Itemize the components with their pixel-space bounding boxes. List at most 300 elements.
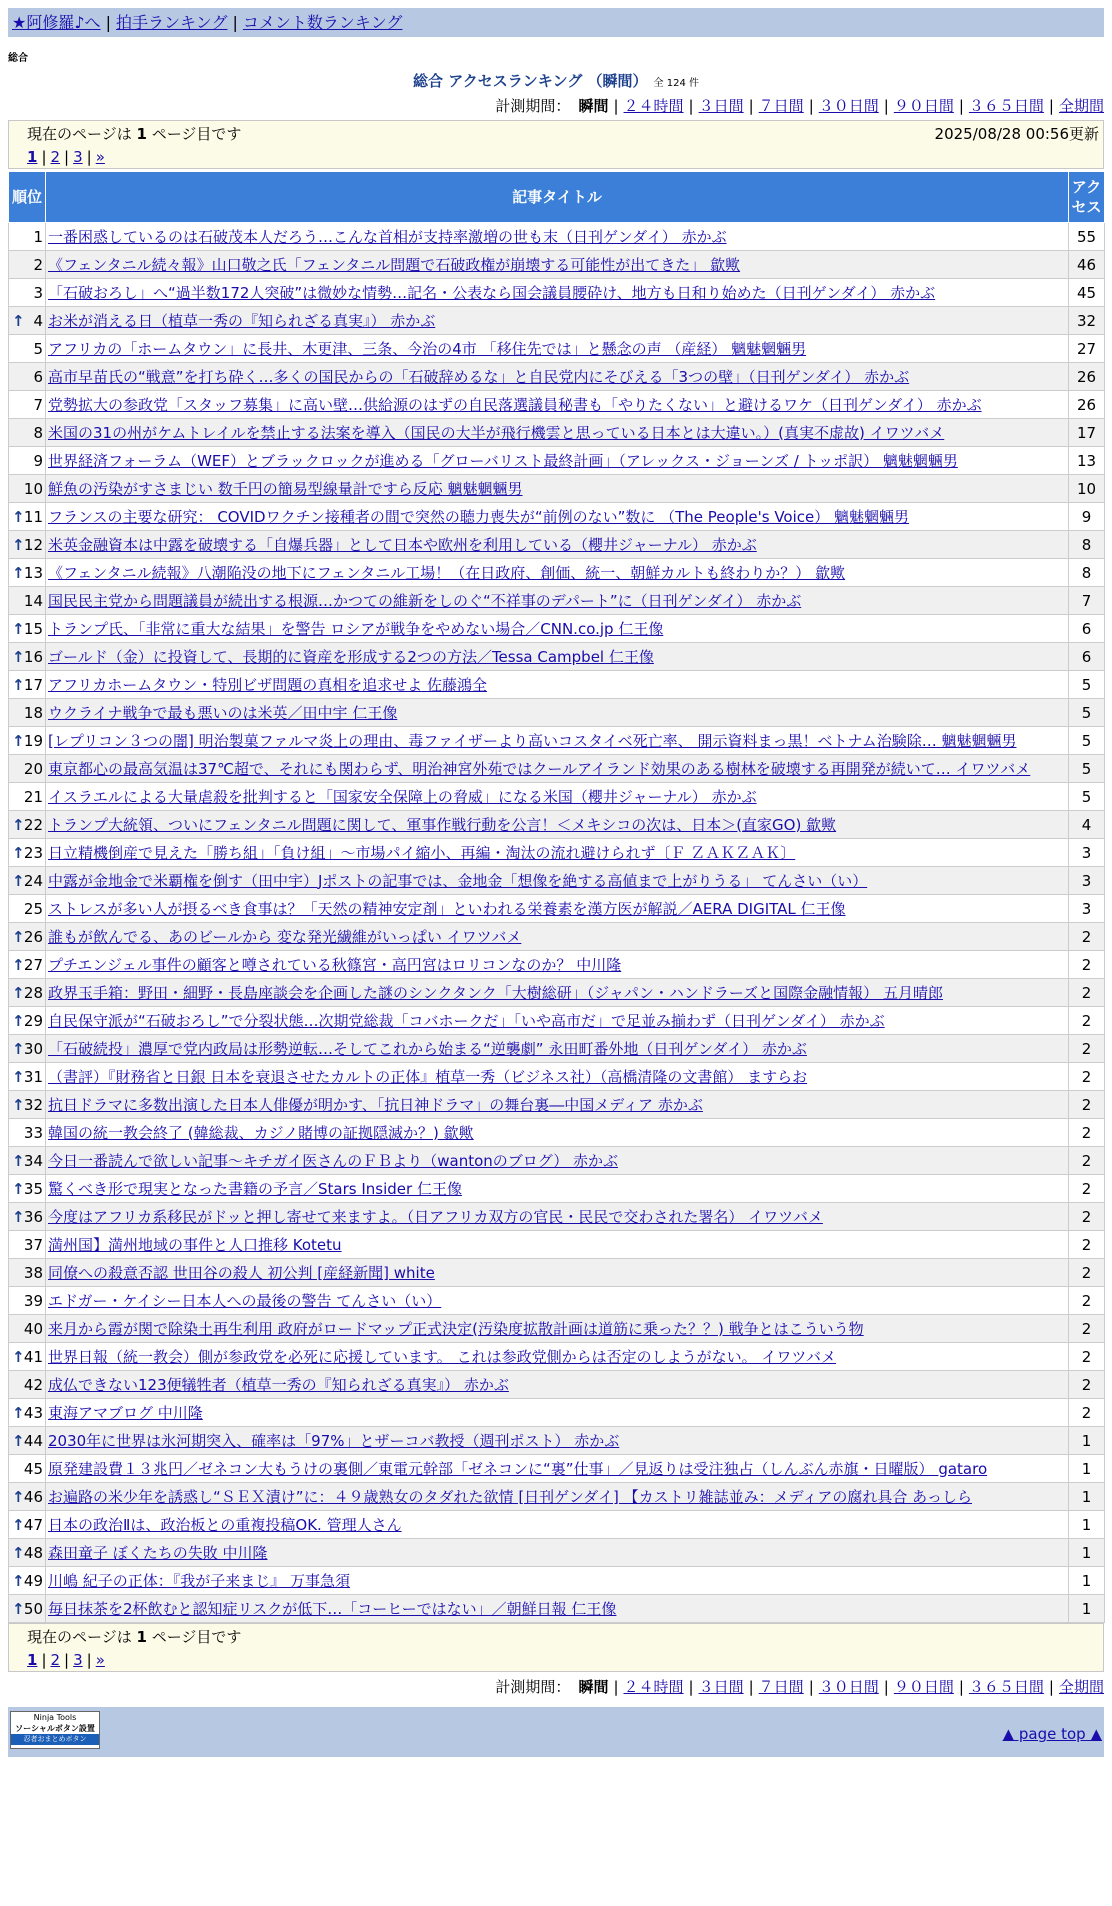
- period-link-4[interactable]: ９０日間: [893, 1678, 954, 1696]
- arrow-up-icon: ↑: [12, 843, 25, 862]
- article-title-link[interactable]: 東海アマブログ 中川隆: [48, 1403, 203, 1422]
- page-link-1[interactable]: 1: [27, 148, 38, 166]
- rank-cell: [9, 1371, 46, 1399]
- access-count: 9: [1069, 503, 1105, 531]
- arrow-up-icon: ↑: [12, 1571, 25, 1590]
- page-top-link[interactable]: ▲ page top ▲: [1002, 1725, 1102, 1743]
- rank-number: 30: [23, 1039, 43, 1058]
- article-title-link[interactable]: 韓国の統一教会終了 (韓総裁、カジノ賭博の証拠隠滅か？) 歙歟: [48, 1123, 474, 1142]
- table-row: [9, 923, 1105, 951]
- access-count: 2: [1069, 951, 1105, 979]
- pager-text-suffix: ページ目です: [151, 125, 242, 143]
- period-separator: |: [688, 1678, 694, 1696]
- table-row: [9, 895, 1105, 923]
- access-count: 2: [1069, 1147, 1105, 1175]
- ninja-line3: 忍者おまとめボタン: [11, 1734, 99, 1745]
- access-count: 2: [1069, 1007, 1105, 1035]
- article-title-link[interactable]: 原発建設費１３兆円／ゼネコン大もうけの裏側／東電元幹部「ゼネコンに“裏”仕事」／見返りは受注独占（しんぶん赤旗・日曜版） gataro: [48, 1459, 988, 1478]
- access-count: 2: [1069, 1175, 1105, 1203]
- period-link-5[interactable]: ３６５日間: [968, 97, 1044, 115]
- rank-number: 24: [23, 871, 43, 890]
- page-link-3[interactable]: 3: [73, 1651, 83, 1669]
- article-title-link[interactable]: 高市早苗氏の“戦意”を打ち砕く…多くの国民からの「石破辞めるな」と自民党内にそびえる「3つの壁」（日刊ゲンダイ） 赤かぶ: [48, 367, 910, 386]
- rank-cell: [9, 1175, 46, 1203]
- pager-text-suffix: ページ目です: [151, 1628, 242, 1646]
- table-row: [9, 251, 1105, 279]
- top-navigation: [8, 8, 1104, 37]
- access-count: 4: [1069, 811, 1105, 839]
- article-title-link[interactable]: 川嶋 紀子の正体：『我が子来まじ』 万事急須: [48, 1571, 351, 1590]
- access-count: 45: [1069, 279, 1105, 307]
- article-title-link[interactable]: 日立精機倒産で見えた「勝ち組」「負け組」～市場パイ縮小、再編・淘汰の流れ避けられず〔Ｆ ＺＡＫＺＡＫ〕: [48, 843, 796, 862]
- rank-cell: [9, 475, 46, 503]
- access-count: 6: [1069, 615, 1105, 643]
- article-title-link[interactable]: お遍路の米少年を誘惑し“ＳＥＸ漬け”に：４９歳熟女のタダれた欲情 [日刊ゲンダイ] 【カストリ雑誌並み：メディアの腐れ具合 あっしら: [48, 1487, 973, 1506]
- rank-cell: [9, 363, 46, 391]
- rank-number: 44: [23, 1431, 43, 1450]
- article-title-link[interactable]: 《フェンタニル続々報》山口敬之氏「フェンタニル問題で石破政権が崩壊する可能性が出てきた」 歙歟: [48, 255, 741, 274]
- rank-number: 11: [23, 507, 43, 526]
- title-cell: [46, 559, 1069, 587]
- rank-cell: [9, 1259, 46, 1287]
- pager-top: [8, 120, 1104, 169]
- title-cell: [46, 1315, 1069, 1343]
- access-count: 2: [1069, 1035, 1105, 1063]
- rank-cell: [9, 419, 46, 447]
- article-title-link[interactable]: 米英金融資本は中露を破壊する「自爆兵器」として日本や欧州を利用している（櫻井ジャーナル） 赤かぶ: [48, 535, 757, 554]
- access-count: 2: [1069, 923, 1105, 951]
- ranking-count: 全 124 件: [653, 78, 699, 89]
- rank-number: 22: [23, 815, 43, 834]
- rank-number: 35: [23, 1179, 43, 1198]
- title-cell: [46, 1567, 1069, 1595]
- table-row: [9, 1567, 1105, 1595]
- rank-number: 6: [33, 367, 43, 386]
- rank-number: 15: [23, 619, 43, 638]
- article-title-link[interactable]: イスラエルによる大量虐殺を批判すると「国家安全保障上の脅威」になる米国（櫻井ジャーナル） 赤かぶ: [48, 787, 757, 806]
- table-row: [9, 755, 1105, 783]
- access-count: 5: [1069, 727, 1105, 755]
- rank-number: 32: [23, 1095, 43, 1114]
- period-link-2[interactable]: ７日間: [758, 1678, 804, 1696]
- table-row: [9, 531, 1105, 559]
- rank-number: 40: [23, 1319, 43, 1338]
- rank-number: 18: [23, 703, 43, 722]
- period-separator: |: [808, 1678, 814, 1696]
- page-links-bottom: [27, 1651, 1103, 1669]
- rank-cell: [9, 1567, 46, 1595]
- rank-cell: [9, 1483, 46, 1511]
- table-row: [9, 979, 1105, 1007]
- rank-number: 9: [33, 451, 43, 470]
- title-cell: [46, 223, 1069, 251]
- table-row: [9, 783, 1105, 811]
- rank-number: 16: [23, 647, 43, 666]
- nav-separator: |: [105, 13, 111, 32]
- access-count: 3: [1069, 895, 1105, 923]
- title-cell: [46, 951, 1069, 979]
- title-cell: [46, 615, 1069, 643]
- arrow-up-icon: ↑: [12, 507, 25, 526]
- article-title-link[interactable]: トランプ大統領、ついにフェンタニル問題に関して、軍事作戦行動を公言！＜メキシコの次は、日本＞(直家GO) 歙歟: [48, 815, 837, 834]
- article-title-link[interactable]: 世界経済フォーラム（WEF）とブラックロックが進める「グローバリスト最終計画」（アレックス・ジョーンズ / トッポ訳） 魑魅魍魎男: [48, 451, 958, 470]
- pager-current-page: 1: [136, 125, 147, 143]
- rank-cell: [9, 335, 46, 363]
- rank-cell: [9, 671, 46, 699]
- arrow-up-icon: ↑: [12, 675, 25, 694]
- table-row: [9, 1007, 1105, 1035]
- table-row: [9, 279, 1105, 307]
- article-title-link[interactable]: ウクライナ戦争で最も悪いのは米英／田中宇 仁王像: [48, 703, 398, 722]
- rank-number: 8: [33, 423, 43, 442]
- table-row: [9, 1343, 1105, 1371]
- title-cell: [46, 335, 1069, 363]
- rank-cell: [9, 699, 46, 727]
- access-count: 7: [1069, 587, 1105, 615]
- page-link-2[interactable]: 2: [50, 148, 61, 166]
- article-title-link[interactable]: 「石破おろし」へ“過半数172人突破”は微妙な情勢…記名・公表なら国会議員腰砕け、地方も日和り始めた（日刊ゲンダイ） 赤かぶ: [48, 283, 936, 302]
- period-separator: |: [958, 1678, 964, 1696]
- title-cell: [46, 1343, 1069, 1371]
- arrow-up-icon: ↑: [12, 1403, 25, 1422]
- table-row: [9, 503, 1105, 531]
- pager-bottom: [8, 1623, 1104, 1672]
- arrow-up-icon: ↑: [12, 955, 25, 974]
- period-link-1[interactable]: ３日間: [698, 97, 744, 115]
- arrow-up-icon: ↑: [12, 1095, 25, 1114]
- arrow-up-icon: ↑: [12, 311, 25, 330]
- ranking-title: 総合 アクセスランキング （瞬間）: [413, 72, 648, 90]
- access-count: 2: [1069, 1343, 1105, 1371]
- article-title-link[interactable]: 《フェンタニル続報》八潮陥没の地下にフェンタニル工場！（在日政府、創価、統一、朝鮮カルトも終わりか？） 歙歟: [48, 563, 846, 582]
- page-link-3[interactable]: 3: [73, 148, 83, 166]
- title-cell: [46, 895, 1069, 923]
- period-link-1[interactable]: ３日間: [698, 1678, 744, 1696]
- rank-cell: [9, 1343, 46, 1371]
- table-row: [9, 671, 1105, 699]
- period-link-5[interactable]: ３６５日間: [968, 1678, 1044, 1696]
- rank-number: 4: [33, 311, 43, 330]
- article-title-link[interactable]: 「石破続投」濃厚で党内政局は形勢逆転…そしてこれから始まる“逆襲劇” 永田町番外地（日刊ゲンダイ） 赤かぶ: [48, 1039, 807, 1058]
- article-title-link[interactable]: 政界玉手箱：野田・細野・長島座談会を企画した謎のシンクタンク「大樹総研」（ジャパン・ハンドラーズと国際金融情報） 五月晴郎: [48, 983, 943, 1002]
- table-row: [9, 335, 1105, 363]
- ninja-tools-badge[interactable]: [10, 1711, 100, 1749]
- rank-cell: [9, 1091, 46, 1119]
- access-count: 46: [1069, 251, 1105, 279]
- table-row: [9, 811, 1105, 839]
- rank-cell: [9, 727, 46, 755]
- access-count: 17: [1069, 419, 1105, 447]
- article-title-link[interactable]: 森田童子 ぼくたちの失敗 中川隆: [48, 1543, 268, 1562]
- rank-number: 19: [23, 731, 43, 750]
- period-separator: |: [883, 97, 889, 115]
- title-cell: [46, 587, 1069, 615]
- rank-cell: [9, 811, 46, 839]
- period-link-3[interactable]: ３０日間: [818, 97, 879, 115]
- article-title-link[interactable]: 抗日ドラマに多数出演した日本人俳優が明かす、「抗日神ドラマ」の舞台裏―中国メディア 赤かぶ: [48, 1095, 703, 1114]
- access-count: 1: [1069, 1455, 1105, 1483]
- table-row: [9, 419, 1105, 447]
- access-count: 2: [1069, 979, 1105, 1007]
- rank-cell: [9, 447, 46, 475]
- nav-link-clap-ranking[interactable]: 拍手ランキング: [115, 13, 228, 32]
- table-row: [9, 1399, 1105, 1427]
- table-row: [9, 1539, 1105, 1567]
- table-row: [9, 727, 1105, 755]
- access-count: 5: [1069, 699, 1105, 727]
- title-cell: [46, 391, 1069, 419]
- pager-current-page: 1: [136, 1628, 147, 1646]
- nav-link-comment-ranking[interactable]: コメント数ランキング: [242, 13, 403, 32]
- article-title-link[interactable]: 日本の政治Ⅱは、政治板との重複投稿OK. 管理人さん: [48, 1515, 402, 1534]
- article-title-link[interactable]: 米国の31の州がケムトレイルを禁止する法案を導入（国民の大半が飛行機雲と思っている日本とは大違い。）(真実不虚故) イワツバメ: [48, 423, 945, 442]
- article-title-link[interactable]: 東京都心の最高気温は37℃超で、それにも関わらず、明治神宮外苑ではクールアイランド効果のある樹林を破壊する再開発が続いて… イワツバメ: [48, 759, 1031, 778]
- arrow-up-icon: ↑: [12, 1515, 25, 1534]
- title-cell: [46, 251, 1069, 279]
- arrow-up-icon: ↑: [12, 1431, 25, 1450]
- article-title-link[interactable]: お米が消える日（植草一秀の『知られざる真実』） 赤かぶ: [48, 311, 436, 330]
- rank-number: 50: [23, 1599, 43, 1618]
- ranking-table-body: [9, 223, 1105, 1623]
- table-row: [9, 475, 1105, 503]
- period-link-3[interactable]: ３０日間: [818, 1678, 879, 1696]
- rank-number: 46: [23, 1487, 43, 1506]
- article-title-link[interactable]: 成仏できない123便犠牲者（植草一秀の『知られざる真実』） 赤かぶ: [48, 1375, 509, 1394]
- article-title-link[interactable]: 来月から霞が関で除染土再生利用 政府がロードマップ正式決定(汚染度拡散計画は道筋に乗った？？) 戦争とはこういう物: [48, 1319, 864, 1338]
- access-count: 27: [1069, 335, 1105, 363]
- arrow-up-icon: ↑: [12, 1067, 25, 1086]
- access-count: 26: [1069, 391, 1105, 419]
- article-title-link[interactable]: 驚くべき形で現実となった書籍の予言／Stars Insider 仁王像: [48, 1179, 462, 1198]
- article-title-link[interactable]: 毎日抹茶を2杯飲むと認知症リスクが低下…「コーヒーではない」／朝鮮日報 仁王像: [48, 1599, 617, 1618]
- article-title-link[interactable]: [レプリコン３つの闇] 明治製菓ファルマ炎上の理由、毒ファイザーより高いコスタイベ死亡率、 開示資料まっ黒！ベトナム治験除… 魑魅魍魎男: [48, 731, 1017, 750]
- table-row: [9, 1259, 1105, 1287]
- table-row: [9, 951, 1105, 979]
- article-title-link[interactable]: 自民保守派が“石破おろし”で分裂状態…次期党総裁「コバホークだ」「いや高市だ」で足並み揃わず（日刊ゲンダイ） 赤かぶ: [48, 1011, 885, 1030]
- arrow-up-icon: ↑: [12, 647, 25, 666]
- access-count: 5: [1069, 671, 1105, 699]
- rank-number: 43: [23, 1403, 43, 1422]
- period-link-0[interactable]: ２４時間: [623, 1678, 684, 1696]
- rank-cell: [9, 1035, 46, 1063]
- title-cell: [46, 1175, 1069, 1203]
- access-count: 2: [1069, 1203, 1105, 1231]
- ninja-line1: Ninja Tools: [33, 1713, 77, 1722]
- rank-cell: [9, 279, 46, 307]
- section-label: 総合: [8, 53, 28, 64]
- rank-cell: [9, 559, 46, 587]
- rank-number: 10: [23, 479, 43, 498]
- page-separator: |: [64, 1651, 70, 1669]
- access-count: 13: [1069, 447, 1105, 475]
- page-next-link[interactable]: »: [95, 1651, 105, 1669]
- table-row: [9, 1455, 1105, 1483]
- updated-timestamp: 2025/08/28 00:56更新: [934, 125, 1099, 143]
- period-link-4[interactable]: ９０日間: [893, 97, 954, 115]
- arrow-up-icon: ↑: [12, 1347, 25, 1366]
- title-cell: [46, 531, 1069, 559]
- table-row: [9, 363, 1105, 391]
- page-next-link[interactable]: »: [95, 148, 105, 166]
- period-link-6[interactable]: 全期間: [1058, 1678, 1104, 1696]
- arrow-up-icon: ↑: [12, 1011, 25, 1030]
- rank-number: 13: [23, 563, 43, 582]
- title-cell: [46, 979, 1069, 1007]
- table-row: [9, 1175, 1105, 1203]
- article-title-link[interactable]: フランスの主要な研究： COVIDワクチン接種者の間で突然の聴力喪失が“前例のない”数に （The People's Voice） 魑魅魍魎男: [48, 507, 910, 526]
- arrow-up-icon: ↑: [12, 731, 25, 750]
- article-title-link[interactable]: 鮮魚の汚染がすさまじい 数千円の簡易型線量計ですら反応 魑魅魍魎男: [48, 479, 523, 498]
- access-count: 2: [1069, 1371, 1105, 1399]
- arrow-up-icon: ↑: [12, 619, 25, 638]
- table-row: [9, 447, 1105, 475]
- arrow-up-icon: ↑: [12, 1599, 25, 1618]
- table-row: [9, 1147, 1105, 1175]
- title-cell: [46, 811, 1069, 839]
- arrow-up-icon: ↑: [12, 1179, 25, 1198]
- period-separator: |: [748, 1678, 754, 1696]
- article-title-link[interactable]: アフリカホームタウン・特別ビザ問題の真相を追求せよ 佐藤鴻全: [48, 675, 488, 694]
- arrow-up-icon: ↑: [12, 1151, 25, 1170]
- rank-number: 20: [23, 759, 43, 778]
- access-count: 8: [1069, 531, 1105, 559]
- title-cell: [46, 475, 1069, 503]
- title-cell: [46, 307, 1069, 335]
- table-row: [9, 587, 1105, 615]
- table-row: [9, 867, 1105, 895]
- header-access: アクセス: [1069, 172, 1105, 223]
- rank-number: 28: [23, 983, 43, 1002]
- period-current: 瞬間: [578, 1678, 609, 1696]
- article-title-link[interactable]: 誰もが飲んでる、あのビールから 変な発光繊維がいっぱい イワツバメ: [48, 927, 522, 946]
- article-title-link[interactable]: プチエンジェル事件の顧客と噂されている秋篠宮・高円宮はロリコンなのか？ 中川隆: [48, 955, 622, 974]
- article-title-link[interactable]: 今日一番読んで欲しい記事～キチガイ医さんのＦＢより（wantonのブログ） 赤かぶ: [48, 1151, 619, 1170]
- article-title-link[interactable]: 党勢拡大の参政党「スタッフ募集」に高い壁…供給源のはずの自民落選議員秘書も「やりたくない」と避けるワケ（日刊ゲンダイ） 赤かぶ: [48, 395, 982, 414]
- period-separator: |: [808, 97, 814, 115]
- article-title-link[interactable]: 世界日報（統一教会）側が参政党を必死に応援しています。 これは参政党側からは否定のしようがない。 イワツバメ: [48, 1347, 837, 1366]
- header-title: 記事タイトル: [46, 172, 1069, 223]
- article-title-link[interactable]: 同僚への殺意否認 世田谷の殺人 初公判 [産経新聞] white: [48, 1263, 435, 1282]
- title-cell: [46, 1511, 1069, 1539]
- rank-cell: [9, 867, 46, 895]
- rank-number: 36: [23, 1207, 43, 1226]
- period-selector-top: [0, 95, 1104, 116]
- access-count: 1: [1069, 1539, 1105, 1567]
- period-label: 計測期間：: [495, 1678, 571, 1696]
- title-cell: [46, 699, 1069, 727]
- access-count: 3: [1069, 839, 1105, 867]
- access-count: 5: [1069, 783, 1105, 811]
- table-row: [9, 1511, 1105, 1539]
- access-count: 8: [1069, 559, 1105, 587]
- title-cell: [46, 1539, 1069, 1567]
- article-title-link[interactable]: 満州国】満州地域の事件と人口推移 Kotetu: [48, 1235, 342, 1254]
- rank-number: 41: [23, 1347, 43, 1366]
- period-link-0[interactable]: ２４時間: [623, 97, 684, 115]
- article-title-link[interactable]: 国民民主党から問題議員が続出する根源…かつての維新をしのぐ“不祥事のデパート”に（日刊ゲンダイ） 赤かぶ: [48, 591, 802, 610]
- rank-number: 38: [23, 1263, 43, 1282]
- page-link-2[interactable]: 2: [50, 1651, 61, 1669]
- rank-cell: [9, 895, 46, 923]
- rank-number: 14: [23, 591, 43, 610]
- article-title-link[interactable]: 中露が金地金で米覇権を倒す（田中宇）Jポストの記事では、金地金「想像を絶する高値まで上がりうる」 てんさい（い）: [48, 871, 868, 890]
- title-cell: [46, 1035, 1069, 1063]
- access-count: 1: [1069, 1483, 1105, 1511]
- table-header-row: [9, 172, 1105, 223]
- title-cell: [46, 1455, 1069, 1483]
- table-row: [9, 1315, 1105, 1343]
- article-title-link[interactable]: 一番困惑しているのは石破茂本人だろう…こんな首相が支持率激増の世も末（日刊ゲンダイ） 赤かぶ: [48, 227, 727, 246]
- table-row: [9, 1427, 1105, 1455]
- table-row: [9, 391, 1105, 419]
- article-title-link[interactable]: ストレスが多い人が摂るべき食事は？「天然の精神安定剤」といわれる栄養素を漢方医が解説／AERA DIGITAL 仁王像: [48, 899, 846, 918]
- rank-cell: [9, 951, 46, 979]
- access-count: 3: [1069, 867, 1105, 895]
- nav-link-asyura[interactable]: ★阿修羅♪へ: [12, 13, 101, 32]
- rank-cell: [9, 1287, 46, 1315]
- arrow-up-icon: ↑: [12, 1039, 25, 1058]
- rank-cell: [9, 307, 46, 335]
- arrow-up-icon: ↑: [12, 1207, 25, 1226]
- ranking-heading: [0, 70, 1112, 91]
- page-link-1[interactable]: 1: [27, 1651, 38, 1669]
- article-title-link[interactable]: トランプ氏、「非常に重大な結果」を警告 ロシアが戦争をやめない場合／CNN.co.jp 仁王像: [48, 619, 664, 638]
- ranking-table: [8, 171, 1105, 1623]
- title-cell: [46, 279, 1069, 307]
- table-row: [9, 307, 1105, 335]
- table-row: [9, 839, 1105, 867]
- title-cell: [46, 643, 1069, 671]
- rank-number: 31: [23, 1067, 43, 1086]
- table-row: [9, 1203, 1105, 1231]
- article-title-link[interactable]: アフリカの「ホームタウン」に長井、木更津、三条、今治の4市 「移住先では」と懸念の声 （産経） 魑魅魍魎男: [48, 339, 807, 358]
- rank-cell: [9, 979, 46, 1007]
- rank-cell: [9, 1231, 46, 1259]
- rank-number: 49: [23, 1571, 43, 1590]
- period-separator: |: [613, 1678, 619, 1696]
- rank-number: 23: [23, 843, 43, 862]
- period-separator: |: [883, 1678, 889, 1696]
- rank-cell: [9, 1427, 46, 1455]
- rank-cell: [9, 391, 46, 419]
- table-row: [9, 223, 1105, 251]
- period-label: 計測期間：: [495, 97, 571, 115]
- period-link-6[interactable]: 全期間: [1058, 97, 1104, 115]
- article-title-link[interactable]: （書評）『財務省と日銀 日本を衰退させたカルトの正体』植草一秀（ビジネス社）（高橋清隆の文書館） ますらお: [48, 1067, 808, 1086]
- page-separator: |: [86, 148, 92, 166]
- title-cell: [46, 1259, 1069, 1287]
- period-separator: |: [958, 97, 964, 115]
- article-title-link[interactable]: エドガー・ケイシー日本人への最後の警告 てんさい（い）: [48, 1291, 442, 1310]
- access-count: 1: [1069, 1511, 1105, 1539]
- period-link-2[interactable]: ７日間: [758, 97, 804, 115]
- title-cell: [46, 1399, 1069, 1427]
- article-title-link[interactable]: ゴールド（金）に投資して、長期的に資産を形成する2つの方法／Tessa Campbel 仁王像: [48, 647, 654, 666]
- rank-cell: [9, 1147, 46, 1175]
- rank-cell: [9, 1595, 46, 1623]
- period-separator: |: [748, 97, 754, 115]
- article-title-link[interactable]: 2030年に世界は氷河期突入、確率は「97%」とザーコバ教授（週刊ポスト） 赤かぶ: [48, 1431, 620, 1450]
- rank-number: 34: [23, 1151, 43, 1170]
- rank-cell: [9, 587, 46, 615]
- rank-number: 48: [23, 1543, 43, 1562]
- page-separator: |: [41, 148, 47, 166]
- pager-text-prefix: 現在のページは: [27, 1628, 132, 1646]
- nav-separator: |: [232, 13, 238, 32]
- arrow-up-icon: ↑: [12, 1487, 25, 1506]
- title-cell: [46, 447, 1069, 475]
- article-title-link[interactable]: 今度はアフリカ系移民がドッと押し寄せて来ますよ。（日アフリカ双方の官民・民民で交わされた署名） イワツバメ: [48, 1207, 823, 1226]
